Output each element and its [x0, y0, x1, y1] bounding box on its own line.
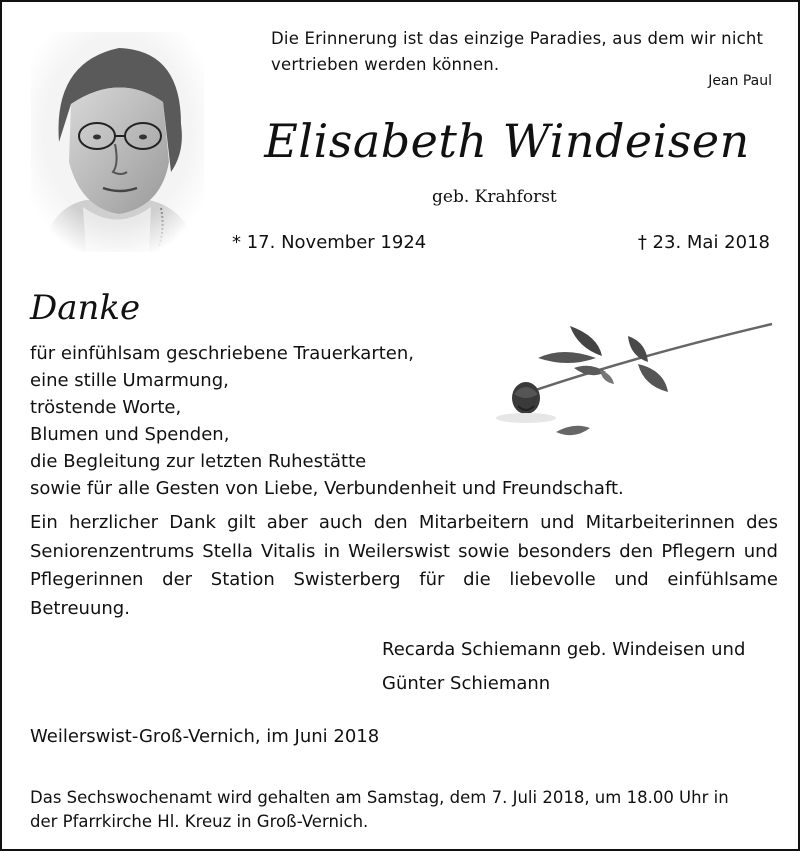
signer-line-2: Günter Schiemann [382, 673, 551, 694]
service-notice [30, 786, 780, 834]
signers [382, 633, 745, 701]
list-item: tröstende Worte, [30, 397, 182, 418]
list-item: Blumen und Spenden, [30, 424, 230, 445]
list-item: für einfühlsam geschriebene Trauerkarten, [30, 343, 414, 364]
quote [271, 26, 776, 78]
quote-line-2: vertrieben werden können. [271, 55, 500, 74]
quote-author: Jean Paul [708, 73, 772, 89]
service-line-2: der Pfarrkirche Hl. Kreuz in Groß-Vernich. [30, 812, 369, 831]
place-date: Weilerswist-Groß-Vernich, im Juni 2018 [30, 726, 380, 747]
portrait-photo [31, 32, 204, 252]
thanks-paragraph: Ein herzlicher Dank gilt aber auch den Mitarbeitern und Mitarbeiterinnen des Seniorenzentrums Stella Vitalis in Weilerswist sowie besonders den Pflegern und Pflegerinnen der Station Swisterberg für die liebevolle und einfühlsame Betreuung. [30, 512, 778, 619]
death-date: † 23. Mai 2018 [637, 232, 770, 253]
list-item: sowie für alle Gesten von Liebe, Verbundenheit und Freundschaft. [30, 478, 624, 499]
list-item: die Begleitung zur letzten Ruhestätte [30, 451, 367, 472]
thanks-heading: Danke [30, 288, 141, 328]
signer-line-1: Recarda Schiemann geb. Windeisen und [382, 639, 746, 660]
birth-date: * 17. November 1924 [232, 232, 427, 253]
born-name: geb. Krahforst [432, 187, 557, 207]
quote-line-1: Die Erinnerung ist das einzige Paradies, aus dem wir nicht [271, 29, 764, 48]
list-item: eine stille Umarmung, [30, 370, 229, 391]
service-line-1: Das Sechswochenamt wird gehalten am Samstag, dem 7. Juli 2018, um 18.00 Uhr in [30, 788, 729, 807]
deceased-name: Elisabeth Windeisen [264, 114, 750, 168]
rose-image [478, 318, 778, 448]
